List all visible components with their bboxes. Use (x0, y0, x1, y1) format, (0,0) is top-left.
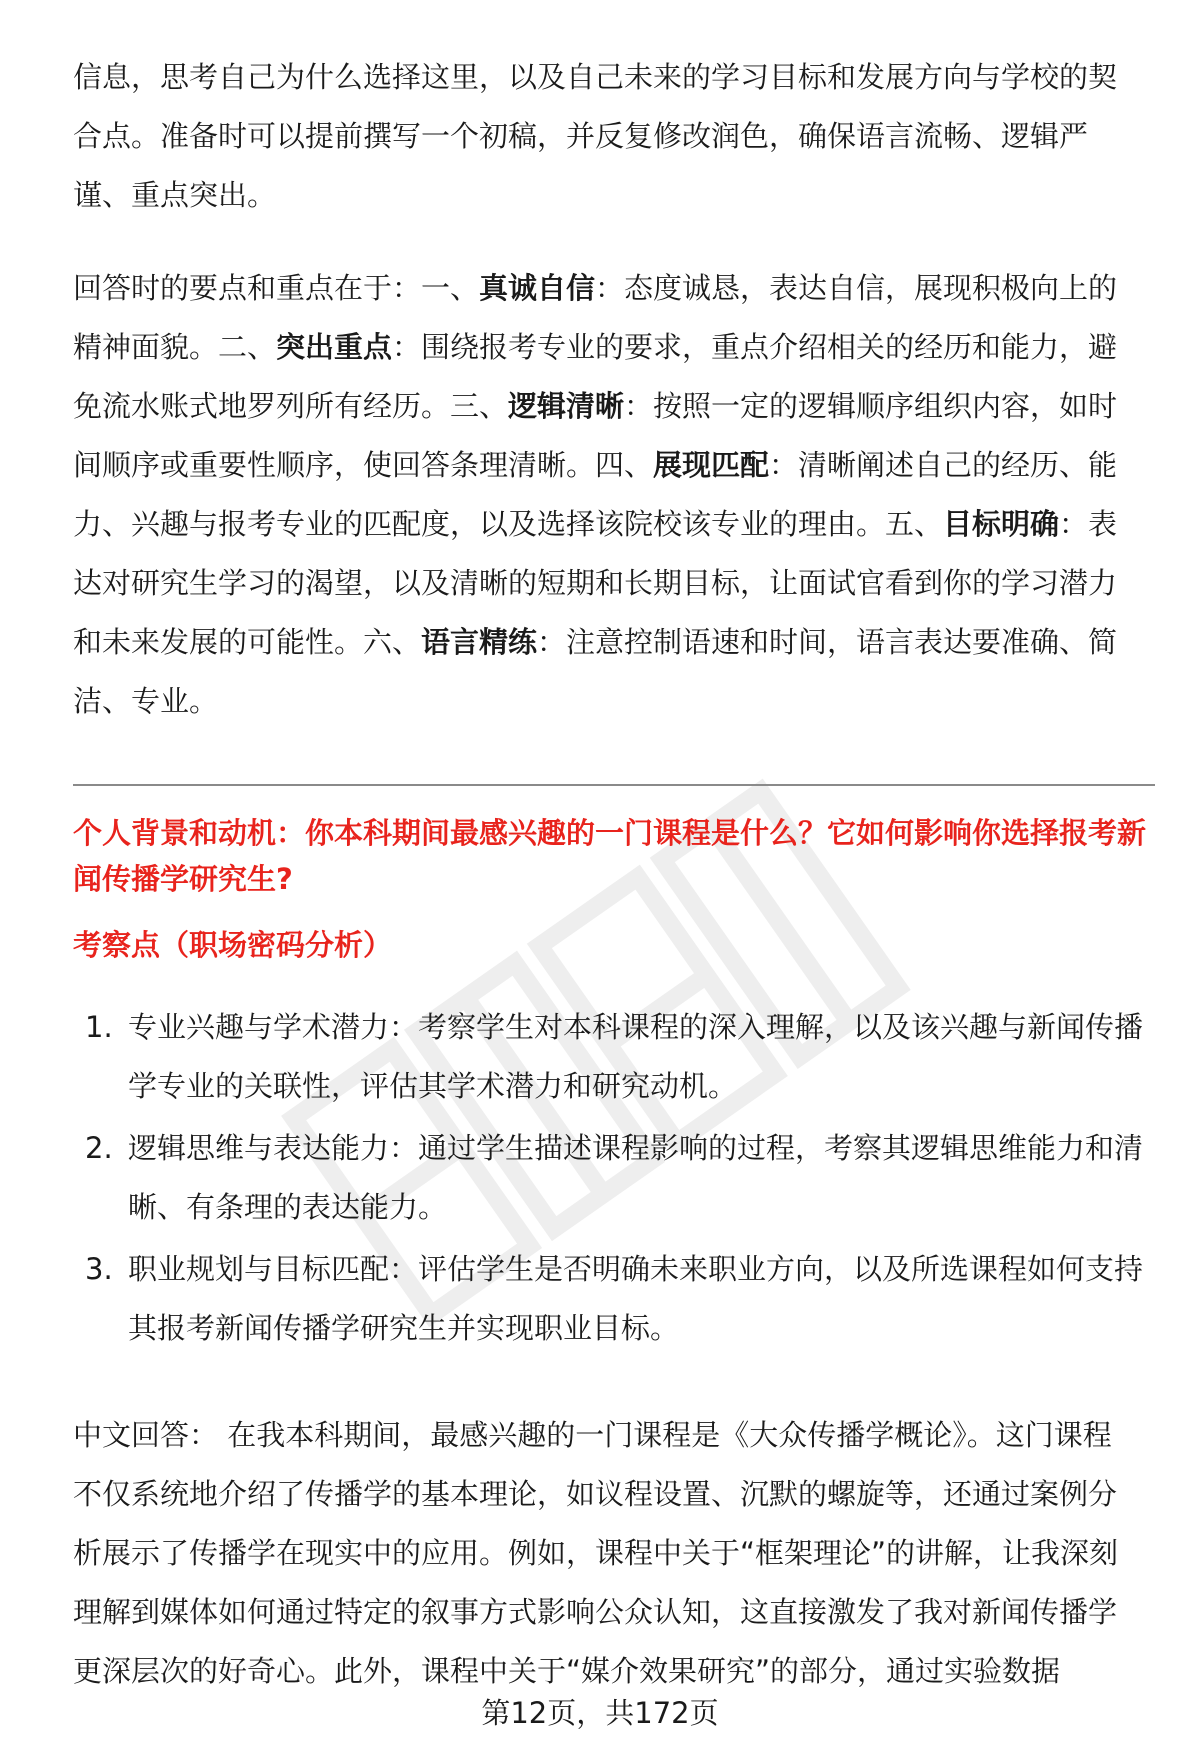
key-points-text: ：表达对研究生学习的渴望，以及清晰的短期和长期目标，让面试官看到你的学习潜力和未来发展的可能性。六、 (73, 507, 1118, 659)
list-item-text: 职业规划与目标匹配：评估学生是否明确未来职业方向，以及所选课程如何支持其报考新闻传播学研究生并实现职业目标。 (128, 1252, 1144, 1345)
list-item-text: 专业兴趣与学术潜力：考察学生对本科课程的深入理解，以及该兴趣与新闻传播学专业的关联性，评估其学术潜力和研究动机。 (128, 1010, 1144, 1103)
key-points-text: ：按照一定的逻辑顺序组织内容，如时间顺序或重要性顺序，使回答条理清晰。四、 (73, 389, 1118, 482)
list-item (73, 1119, 1155, 1237)
keyword-goal: 目标明确 (943, 507, 1060, 541)
section-divider (73, 784, 1155, 786)
keyword-focus: 突出重点 (276, 330, 393, 364)
list-number: 2. (85, 1131, 113, 1165)
key-points-paragraph (73, 259, 1138, 731)
key-points-text: ：态度诚恳，表达自信，展现积极向上的精神面貌。二、 (73, 271, 1118, 364)
section-title: 考察点（职场密码分析） (73, 928, 393, 962)
list-item (73, 1240, 1155, 1358)
keyword-language: 语言精练 (421, 625, 538, 659)
list-item (73, 998, 1155, 1116)
page-footer: 第12页，共172页 (481, 1696, 719, 1730)
question-title: 个人背景和动机：你本科期间最感兴趣的一门课程是什么？它如何影响你选择报考新闻传播学研究生? (73, 816, 1147, 896)
key-points-text: ：围绕报考专业的要求，重点介绍相关的经历和能力，避免流水账式地罗列所有经历。三、 (73, 330, 1118, 423)
list-item-text: 逻辑思维与表达能力：通过学生描述课程影响的过程，考察其逻辑思维能力和清晰、有条理的表达能力。 (128, 1131, 1144, 1224)
list-number: 1. (85, 1010, 113, 1044)
assessment-points-list (73, 998, 1155, 1358)
answer-paragraph: 中文回答： 在我本科期间，最感兴趣的一门课程是《大众传播学概论》。这门课程不仅系统地介绍了传播学的基本理论，如议程设置、沉默的螺旋等，还通过案例分析展示了传播学在现实中的应用。例如，课程中关于“框架理论”的讲解，让我深刻理解到媒体如何通过特定的叙事方式影响公众认知，这直接激发了我对新闻传播学更深层次的好奇心。此外，课程中关于“媒介效果研究”的部分，通过实验数据 (73, 1418, 1119, 1688)
intro-paragraph: 信息，思考自己为什么选择这里，以及自己未来的学习目标和发展方向与学校的契合点。准备时可以提前撰写一个初稿，并反复修改润色，确保语言流畅、逻辑严谨、重点突出。 (73, 60, 1118, 212)
key-points-text: ：注意控制语速和时间，语言表达要准确、简洁、专业。 (73, 625, 1118, 718)
keyword-sincere: 真诚自信 (479, 271, 596, 305)
key-points-text: ：清晰阐述自己的经历、能力、兴趣与报考专业的匹配度，以及选择该院校该专业的理由。五、 (73, 448, 1118, 541)
keyword-logic: 逻辑清晰 (508, 389, 625, 423)
keyword-match: 展现匹配 (653, 448, 770, 482)
list-number: 3. (85, 1252, 113, 1286)
key-points-text: 回答时的要点和重点在于：一、 (73, 271, 480, 305)
